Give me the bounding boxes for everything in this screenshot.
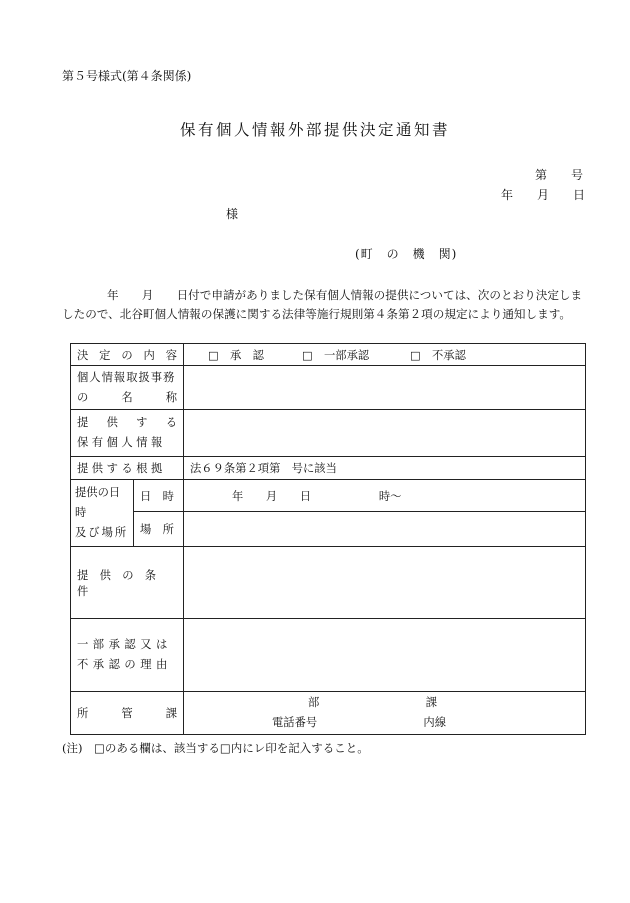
label-text: 不承認の理由 [77,658,172,671]
label-char: す [136,416,148,429]
department-row [71,692,586,735]
datetime-value [184,480,586,512]
label-text: 保有個人情報 [77,436,166,449]
addressee: 様 [226,207,239,221]
label-char: 管 [121,707,133,720]
department-value [184,692,586,735]
label-text: 提供する根拠 [77,462,166,475]
label-char: 所 [77,707,89,720]
basis-label [71,457,184,480]
conditions-label: 提 供 の 条 件 [71,547,184,619]
datetime-row [71,480,586,512]
personal-info-row [71,410,586,457]
office-name-value[interactable] [184,366,586,410]
document-number: 第 号 [535,168,584,182]
datetime-place-label [71,480,134,547]
label-char: る [165,416,177,429]
place-row [71,512,586,547]
footer-note: (注) □のある欄は、該当する□内にレ印を記入すること。 [62,741,369,755]
notice-body: 年 月 日付で申請がありました保有個人情報の提供については、次のとおり決定しましたので、北谷町個人情報の保護に関する法律等施行規則第４条第２項の規定により通知します。 [62,288,583,321]
department-unit: 部 [308,696,320,709]
label-char: 定 [99,348,111,362]
form-number: 第５号様式(第４条関係) [62,69,192,83]
label-char: 決 [77,348,89,362]
label-char: 称 [165,390,177,404]
place-value[interactable] [184,512,586,547]
label-text: 及び場所 [75,526,129,539]
basis-row [71,457,586,480]
reason-value[interactable] [184,619,586,692]
label-char: 課 [165,707,177,720]
label-text: 一部承認又は [77,638,172,651]
basis-value: 法６９条第２項第 号に該当 [184,457,586,480]
label-text: 個人情報取扱事務 [77,370,176,384]
partial-approve-checkbox[interactable]: □ 一部承認 [302,348,370,362]
label-char: 名 [121,390,133,404]
label-text: 提供の日時 [75,486,121,519]
office-name-row [71,366,586,410]
issuer: (町 の 機 関) [355,247,458,261]
personal-info-label [71,410,184,457]
datetime-text: 年 月 日 時～ [232,489,402,503]
reason-label [71,619,184,692]
decision-row [71,344,586,366]
department-label [71,692,184,735]
section-unit: 課 [425,696,437,709]
personal-info-value[interactable] [184,410,586,457]
label-char: 供 [106,416,118,429]
conditions-value[interactable] [184,547,586,619]
decision-table [70,343,586,735]
label-char: の [121,348,133,362]
extension-label: 内線 [423,716,446,729]
approve-checkbox[interactable]: □ 承 認 [208,348,264,362]
office-name-label-line1 [77,368,177,388]
phone-label: 電話番号 [272,716,318,729]
datetime-label: 日 時 [134,480,184,512]
label-char: 容 [165,348,177,362]
document-date: 年 月 日 [501,188,586,202]
disapprove-checkbox[interactable]: □ 不承認 [410,348,466,362]
label-char: 内 [143,348,155,362]
label-char: 提 [77,416,89,429]
decision-label [71,344,184,366]
place-label: 場 所 [134,512,184,547]
office-name-label [71,366,184,410]
conditions-row [71,547,586,619]
decision-options [184,344,586,366]
reason-row [71,619,586,692]
label-char: の [77,390,89,404]
document-title: 保有個人情報外部提供決定通知書 [179,121,450,139]
